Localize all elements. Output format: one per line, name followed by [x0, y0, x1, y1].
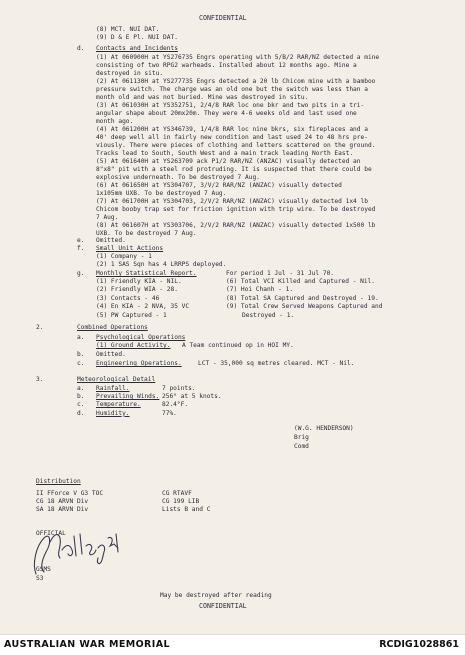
- section-e-text: Omitted.: [96, 237, 126, 244]
- statistic-item: (7) Hoi Chanh - 1.: [226, 286, 294, 294]
- archive-footer-bar: [0, 634, 465, 655]
- section-2c-head: Engineering Operations.: [96, 360, 182, 367]
- met-item-letter: c.: [77, 401, 85, 409]
- section-d-line: UXB. To be destroyed 7 Aug.: [96, 230, 197, 237]
- section-d-line: (7) At 061700H at YS304703, 2/V/2 RAR/NZ (ANZAC) visually detected 1x4 lb: [96, 198, 368, 205]
- section-2b-text: Omitted.: [96, 351, 126, 358]
- section-e-letter: e.: [77, 237, 85, 244]
- official-line-1: GSMS: [36, 566, 51, 573]
- met-item-value: 77%.: [162, 409, 177, 417]
- section-d-line: 7 Aug.: [96, 214, 119, 221]
- section-d-line: (4) At 061200H at YS346739, 1/4/8 RAR loc nine bkrs, six fireplaces and a: [96, 126, 368, 133]
- met-item-letter: d.: [77, 409, 85, 417]
- section-d-line: Tracks lead to South, South West and a main track leading North East.: [96, 150, 354, 157]
- section-2a-title: Psychological Operations: [96, 334, 186, 341]
- section-2a-letter: a.: [77, 334, 85, 341]
- statistic-item: (1) Friendly KIA - NIL.: [96, 278, 182, 285]
- section-2c-text: LCT - 35,000 sq metres cleared. MCT - Nil.: [198, 360, 355, 367]
- met-item-value: 82.4°F.: [162, 401, 189, 409]
- section-2c-letter: c.: [77, 360, 85, 367]
- item-d9-top: (9) D & E Pl. NUI DAT.: [96, 34, 178, 41]
- section-f-letter: f.: [77, 245, 85, 252]
- archive-reference: RCDIG1028861: [379, 639, 459, 650]
- section-2b-letter: b.: [77, 351, 85, 358]
- archive-name: AUSTRALIAN WAR MEMORIAL: [4, 639, 170, 650]
- section-d-title: Contacts and Incidents: [96, 45, 178, 52]
- section-d-letter: d.: [77, 45, 85, 52]
- met-item-value: 256° at 5 knots.: [162, 393, 222, 401]
- statistic-item: (2) Friendly WIA - 28.: [96, 286, 178, 294]
- statistic-item: Destroyed - 1.: [242, 311, 295, 319]
- section-d-line: Chicom booby trap set for friction ignition with trip wire. To be destroyed: [96, 206, 376, 213]
- section-d-line: viously. There were pieces of clothing and letters scattered on the ground.: [96, 142, 376, 149]
- distribution-title: Distribution: [36, 478, 81, 485]
- section-d-line: 8"x8" pit with a steel rod protruding. It is suspected that there could be: [96, 166, 372, 173]
- section-2a1-text: A Team continued op in HOI MY.: [182, 342, 294, 349]
- section-f-line-1: (1) Company - 1: [96, 253, 152, 260]
- distribution-left-3: SA 18 ARVN Div: [36, 506, 89, 513]
- official-line-2: S3: [36, 575, 44, 582]
- section-d-line: month ago.: [96, 118, 134, 125]
- statistic-item: (4) En KIA - 2 NVA, 35 VC: [96, 303, 190, 311]
- section-f-title: Small Unit Actions: [96, 245, 164, 252]
- statistic-item: (3) Contacts - 46: [96, 294, 160, 302]
- section-g-period: For period 1 Jul - 31 Jul 70.: [226, 270, 335, 277]
- met-item-letter: b.: [77, 393, 85, 401]
- section-g-letter: g.: [77, 270, 85, 277]
- section-d-line: (5) At 061640H at YS263709 ack P1/2 RAR/NZ (ANZAC) visually detected an: [96, 158, 361, 165]
- section-d-line: (2) At 061130H at YS277735 Engrs detected a 20 lb Chicom mine with a bamboo: [96, 78, 376, 85]
- section-2-number: 2.: [36, 324, 44, 331]
- section-d-line: month old and was not buried. Mine was destroyed in situ.: [96, 94, 309, 101]
- section-3-number: 3.: [36, 376, 44, 383]
- section-d-line: (1) At 060900H at YS276735 Engrs operating with 5/B/2 RAR/NZ detected a mine: [96, 54, 380, 61]
- signatory-rank: Brig: [294, 434, 309, 441]
- section-2-title: Combined Operations: [77, 324, 148, 331]
- section-d-line: 1x105mm UXB. To be destroyed 7 Aug.: [96, 190, 227, 197]
- statistic-item: (9) Total Crew Served Weapons Captured and: [226, 303, 383, 311]
- section-2a1-head: (1) Ground Activity.: [96, 342, 171, 349]
- met-item-head: Rainfall.: [96, 385, 130, 392]
- header-classification: CONFIDENTIAL: [199, 14, 247, 22]
- official-label: OFFICIAL: [36, 530, 66, 537]
- met-item-letter: a.: [77, 385, 85, 392]
- section-f-line-2: (2) 1 SAS Sqn has 4 LRRPS deployed.: [96, 261, 227, 268]
- footer-classification: CONFIDENTIAL: [199, 602, 247, 610]
- section-d-line: (6) At 061650H at YS304707, 3/V/2 RAR/NZ (ANZAC) visually detected: [96, 182, 342, 189]
- section-d-line: angular shape about 20mx20m. They were 4-6 weeks old and last used one: [96, 110, 357, 117]
- section-d-line: consisting of two RPG2 warheads. Installed about 12 months ago. Mine a: [96, 62, 357, 69]
- met-item-value: 7 points.: [162, 385, 196, 392]
- distribution-left-2: CG 18 ARVN Div: [36, 498, 89, 505]
- distribution-right-1: CG RTAVF: [162, 490, 192, 497]
- distribution-right-2: CG 199 LIB: [162, 498, 200, 505]
- section-d-line: explosive underneath. To be destroyed 7 Aug.: [96, 174, 260, 181]
- met-item-head: Prevailing Winds.: [96, 393, 160, 401]
- section-d-line: pressure switch. The charge was an old one but the switch was less than a: [96, 86, 368, 93]
- section-g-title: Monthly Statistical Report.: [96, 270, 197, 277]
- footer-note: May be destroyed after reading: [160, 592, 272, 599]
- section-d-line: (3) At 061030H at YS352751, 2/4/8 RAR loc one bkr and two pits in a tri-: [96, 102, 365, 109]
- signatory-role: Comd: [294, 443, 309, 450]
- section-d-line: 40' deep well all in fairly new condition and last used 24 to 48 hrs pre-: [96, 134, 368, 141]
- signatory-name: (W.G. HENDERSON): [294, 425, 354, 432]
- item-d8-top: (8) MCT. NUI DAT.: [96, 26, 160, 33]
- section-3-title: Meteorological Detail: [77, 376, 156, 383]
- met-item-head: Humidity.: [96, 409, 130, 417]
- section-d-line: (8) At 061607H at YS303706, 2/V/2 RAR/NZ (ANZAC) visually detected 1x500 lb: [96, 222, 376, 229]
- met-item-head: Temperature.: [96, 401, 141, 409]
- distribution-right-3: Lists B and C: [162, 506, 211, 513]
- statistic-item: (6) Total VCI Killed and Captured - Nil.: [226, 278, 376, 285]
- distribution-left-1: II FForce V G3 TOC: [36, 490, 104, 497]
- section-d-line: destroyed in situ.: [96, 70, 164, 77]
- statistic-item: (8) Total SA Captured and Destroyed - 19.: [226, 294, 379, 302]
- statistic-item: (5) PW Captured - 1: [96, 311, 167, 319]
